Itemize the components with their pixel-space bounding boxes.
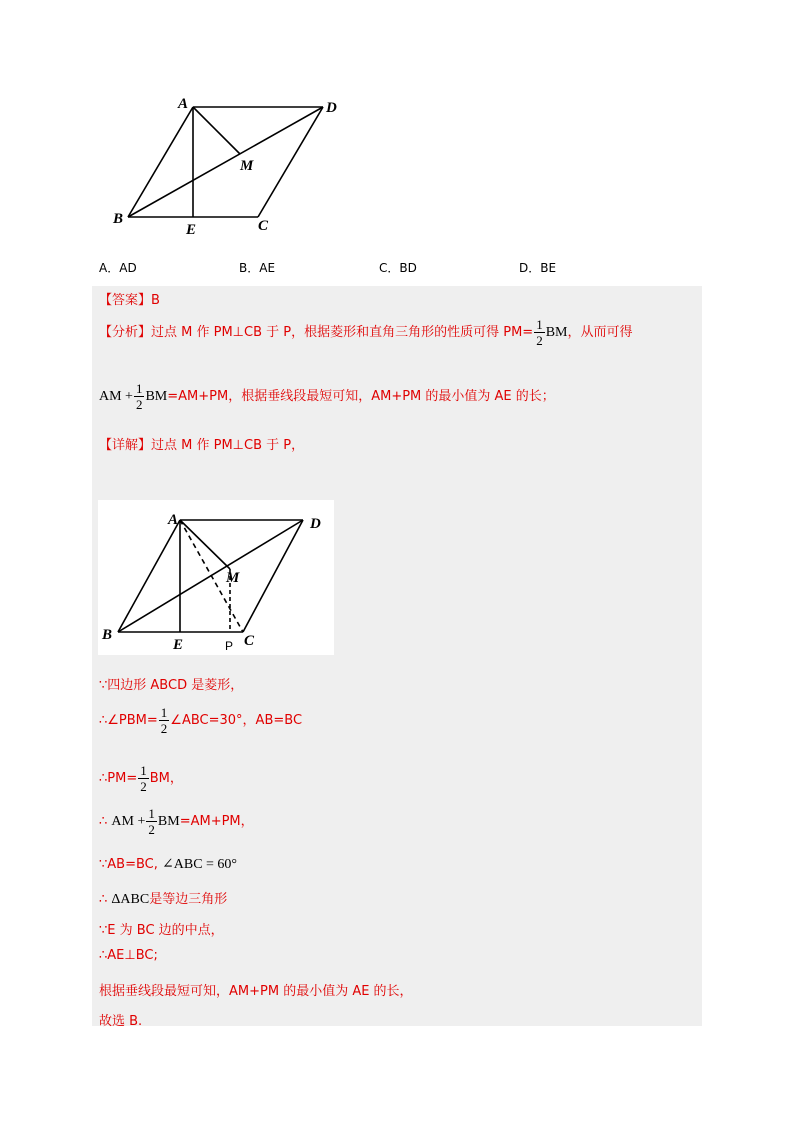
label-D: D <box>310 516 321 532</box>
detail-line: 【详解】过点 M 作 PM⊥CB 于 P， <box>99 438 305 453</box>
option-b[interactable]: B．AE <box>239 261 276 275</box>
step-7: ∵E 为 BC 边的中点， <box>99 923 224 938</box>
answer-line <box>99 289 160 308</box>
step-2: ∴∠PBM= $\frac{1}{2}$ ∠ABC=30°，AB=BC <box>99 705 303 736</box>
figure-rhombus-with-p <box>98 500 334 655</box>
fraction-one-half: $\frac{1}{2}$ <box>148 806 155 837</box>
diagonal-BD <box>118 520 303 632</box>
step-5: ∵AB=BC, ∠ABC = 60° <box>99 857 238 872</box>
step-3: ∴PM= $\frac{1}{2}$ BM， <box>99 763 183 794</box>
options-row <box>99 259 699 277</box>
label-P: P <box>225 639 234 653</box>
option-d[interactable]: D．BE <box>519 261 557 275</box>
label-A: A <box>178 96 189 112</box>
step-4: ∴ AM + $\frac{1}{2}$ BM=AM+PM， <box>99 806 254 837</box>
label-D: D <box>326 100 337 116</box>
label-A: A <box>168 512 179 528</box>
answer-tag: 【答案】 <box>99 293 152 308</box>
label-E: E <box>173 637 184 653</box>
analysis-tag: 【分析】 <box>99 325 152 340</box>
figure-rhombus <box>108 92 358 242</box>
label-C: C <box>244 633 255 649</box>
angle-abc-60: ∠ABC = 60° <box>162 857 238 872</box>
option-a[interactable]: A．AD <box>99 261 137 275</box>
side-AB <box>128 107 193 217</box>
answer-value: B <box>151 293 160 308</box>
detail-tag: 【详解】 <box>99 438 152 453</box>
step-6: ∴ ΔABC是等边三角形 <box>99 892 228 907</box>
fraction-one-half: $\frac{1}{2}$ <box>135 381 143 412</box>
label-E: E <box>186 222 197 238</box>
side-AB <box>118 520 180 632</box>
step-8: ∴AE⊥BC; <box>99 948 158 963</box>
label-M: M <box>240 158 254 174</box>
fraction-one-half: $\frac{1}{2}$ <box>536 317 543 348</box>
side-CD <box>243 520 303 632</box>
segment-AM <box>193 107 240 154</box>
label-B: B <box>113 211 124 227</box>
label-C: C <box>258 218 269 234</box>
label-B: B <box>102 627 113 643</box>
step-1: ∵四边形 ABCD 是菱形， <box>99 678 244 693</box>
analysis-line-2: AM + $\frac{1}{2}$ BM=AM+PM，根据垂线段最短可知，AM+PM 的最小值为 AE 的长； <box>99 381 555 412</box>
segment-AM <box>180 520 230 569</box>
fraction-one-half: $\frac{1}{2}$ <box>160 705 168 736</box>
triangle-abc: ΔABC <box>111 892 150 907</box>
analysis-line-1: 【分析】过点 M 作 PM⊥CB 于 P，根据菱形和直角三角形的性质可得 PM= $\frac{1}{2}$ BM，从而可得 <box>99 317 633 348</box>
diagonal-BD <box>128 107 323 217</box>
label-M: M <box>226 570 240 586</box>
step-9: 根据垂线段最短可知，AM+PM 的最小值为 AE 的长， <box>99 984 413 999</box>
step-10: 故选 B. <box>99 1014 143 1029</box>
side-CD <box>258 107 323 217</box>
fraction-one-half: $\frac{1}{2}$ <box>140 763 147 794</box>
option-c[interactable]: C．BD <box>379 261 417 275</box>
